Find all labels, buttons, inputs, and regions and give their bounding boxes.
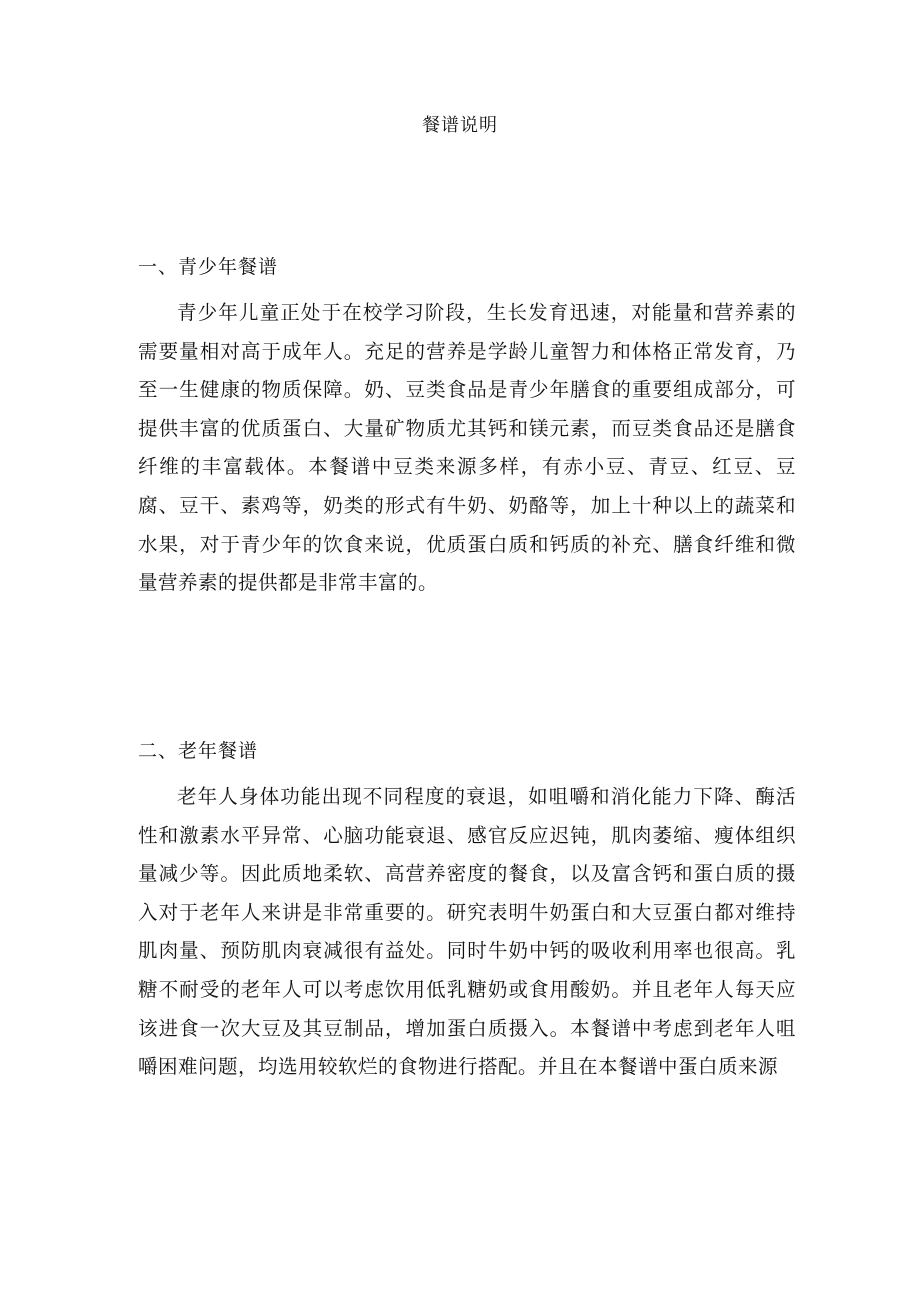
section-heading-teen-menu: 一、青少年餐谱 [138,256,279,278]
page-title: 餐谱说明 [422,115,498,136]
section-body-elderly-menu: 老年人身体功能出现不同程度的衰退，如咀嚼和消化能力下降、酶活性和激素水平异常、心脑功能衰退、感官反应迟钝，肌肉萎缩、瘦体组织量减少等。因此质地柔软、高营养密度的餐食，以及富含钙和蛋白质的摄入对于老年人来讲是非常重要的。研究表明牛奶蛋白和大豆蛋白都对维持肌肉量、预防肌肉衰减很有益处。同时牛奶中钙的吸收利用率也很高。乳糖不耐受的老年人可以考虑饮用低乳糖奶或食用酸奶。并且老年人每天应该进食一次大豆及其豆制品，增加蛋白质摄入。本餐谱中考虑到老年人咀嚼困难问题，均选用较软烂的食物进行搭配。并且在本餐谱中蛋白质来源 [138,785,796,1079]
section-heading-elderly-menu: 二、老年餐谱 [138,740,259,762]
section-body-teen-menu: 青少年儿童正处于在校学习阶段，生长发育迅速，对能量和营养素的需要量相对高于成年人。充足的营养是学龄儿童智力和体格正常发育，乃至一生健康的物质保障。奶、豆类食品是青少年膳食的重要组成部分，可提供丰富的优质蛋白、大量矿物质尤其钙和镁元素，而豆类食品还是膳食纤维的丰富载体。本餐谱中豆类来源多样，有赤小豆、青豆、红豆、豆腐、豆干、素鸡等，奶类的形式有牛奶、奶酪等，加上十种以上的蔬菜和水果，对于青少年的饮食来说，优质蛋白质和钙质的补充、膳食纤维和微量营养素的提供都是非常丰富的。 [138,301,796,595]
